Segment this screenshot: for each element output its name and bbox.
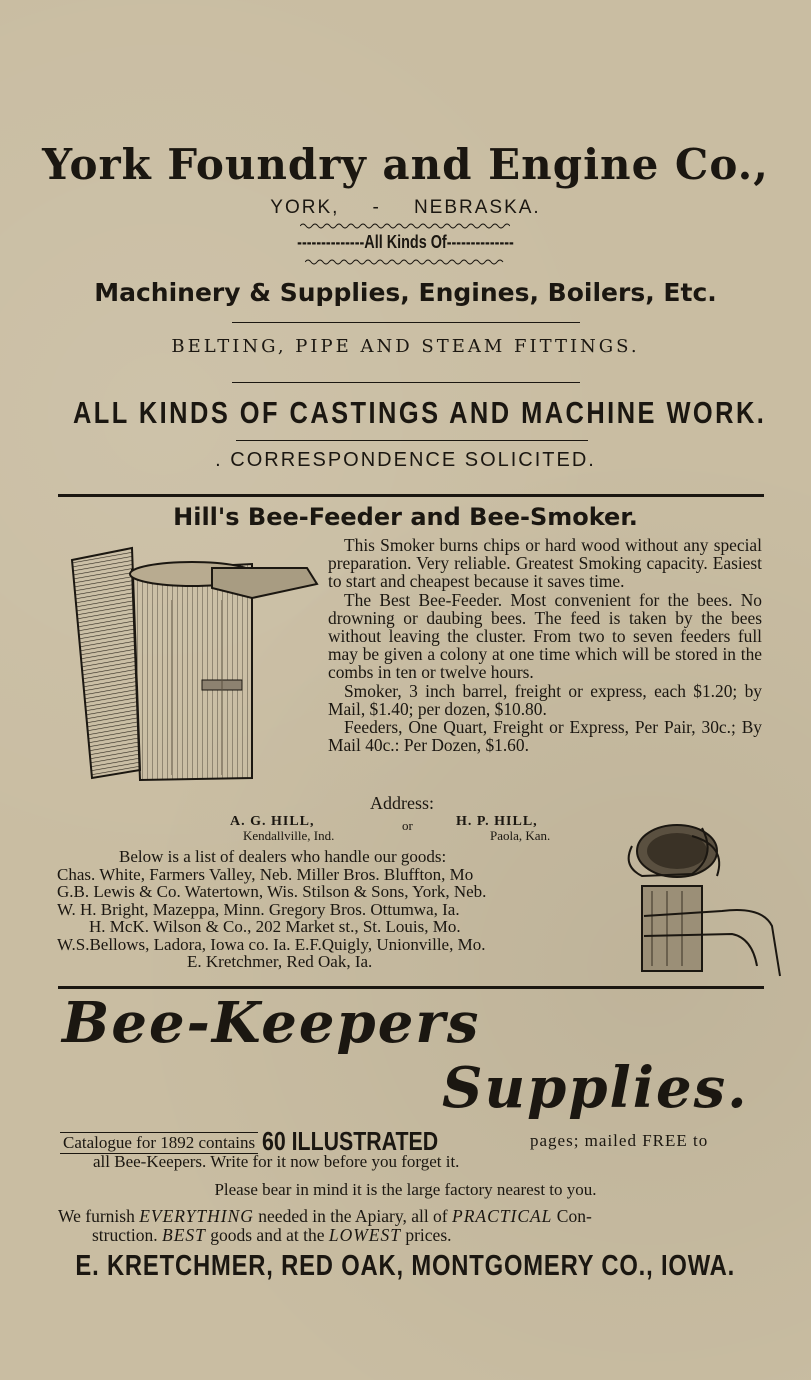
divider [232,382,580,383]
furnish-text: struction. [92,1225,162,1245]
company-location [0,197,811,219]
furnish-text: Con- [552,1206,592,1226]
divider [236,440,588,441]
section-divider [58,494,764,497]
location-dash: - [372,197,381,218]
hill-description [328,536,762,754]
furnish-line-2 [92,1225,452,1246]
furnish-text: needed in the Apiary, all of [253,1206,453,1226]
machinery-line: Machinery & Supplies, Engines, Boilers, Etc. [94,278,717,307]
feeder-paragraph: The Best Bee-Feeder. Most convenient for the bees. No drowning or daubing bees. The feed is taken by the bees without leaving the cluster. From two to seven feeders full may be given a colony at one time which will be stored in the combs in ten or twelve hours. [328,589,762,683]
all-kinds-of: --------------All Kinds Of-------------- [297,232,514,252]
belting-line: BELTING, PIPE AND STEAM FITTINGS. [171,336,640,357]
bee-feeder-illustration [622,816,782,981]
correspondence-line: . CORRESPONDENCE SOLICITED. [215,449,596,471]
divider [232,322,580,323]
company-name: York Foundry and Engine Co., [42,140,769,189]
castings-line: ALL KINDS OF CASTINGS AND MACHINE WORK. [72,395,767,430]
furnish-text: We furnish [58,1206,140,1226]
feeder-price-paragraph: Feeders, One Quart, Freight or Express, Per Pair, 30c.; By Mail 40c.: Per Dozen, $1.60. [328,717,762,756]
address-2-location: Paola, Kan. [490,828,551,843]
dealer-line: W. H. Bright, Mazeppa, Minn. Gregory Bros. Ottumwa, Ia. [57,899,460,919]
section-divider [58,986,764,989]
bee-keepers-headline: Bee-Keepers [62,990,481,1056]
dealer-line: W.S.Bellows, Ladora, Iowa co. Ia. E.F.Quigly, Unionville, Mo. [57,934,486,954]
dealer-list [57,848,627,971]
furnish-emphasis: LOWEST [328,1225,401,1245]
address-or: or [402,818,413,833]
kretchmer-footer [0,1250,811,1283]
wavy-ornament-top [300,222,510,230]
catalogue-boxed-text: Catalogue for 1892 contains [60,1132,258,1154]
furnish-line-1 [58,1206,592,1227]
smoker-price-paragraph: Smoker, 3 inch barrel, freight or express, each $1.20; by Mail, $1.40; per dozen, $10.80. [328,680,762,719]
furnish-emphasis: BEST [162,1225,206,1245]
address-1-name: A. G. HILL, [230,814,315,829]
dealer-line: E. Kretchmer, Red Oak, Ia. [187,952,373,971]
wavy-ornament-bottom [305,258,505,266]
dealer-intro: Below is a list of dealers who handle our goods: [119,847,447,866]
dealer-line: H. McK. Wilson & Co., 202 Market st., St. Louis, Mo. [89,917,461,936]
address-label: Address: [370,793,434,813]
bee-smoker-illustration [62,540,324,790]
catalogue-pages-text: pages; mailed FREE to [530,1131,709,1150]
furnish-text: prices. [400,1225,452,1245]
state-name: NEBRASKA. [413,197,541,218]
dealer-line: Chas. White, Farmers Valley, Neb. Miller Bros. Bluffton, Mo [57,864,474,884]
furnish-emphasis: PRACTICAL [452,1206,553,1226]
city-name: YORK, [270,197,340,218]
kretchmer-address: E. KRETCHMER, RED OAK, MONTGOMERY CO., IOWA. [75,1250,736,1282]
catalogue-line-2: all Bee-Keepers. Write for it now before you forget it. [93,1152,460,1171]
dealer-line: G.B. Lewis & Co. Watertown, Wis. Stilson & Sons, York, Neb. [57,882,487,901]
furnish-emphasis: EVERYTHING [139,1206,254,1226]
address-2-name: H. P. HILL, [456,814,538,829]
bear-in-mind-line: Please bear in mind it is the large factory nearest to you. [214,1180,597,1199]
furnish-text: goods and at the [205,1225,329,1245]
smoker-paragraph: This Smoker burns chips or hard wood without any special preparation. Very reliable. Greatest Smoking capacity. Easiest to start and cheapest because it saves time. [328,535,762,592]
address-1-location: Kendallville, Ind. [243,828,335,843]
hill-title: Hill's Bee-Feeder and Bee-Smoker. [173,503,638,531]
illustrated-count: 60 ILLUSTRATED [262,1126,439,1156]
supplies-headline: Supplies. [442,1055,749,1121]
